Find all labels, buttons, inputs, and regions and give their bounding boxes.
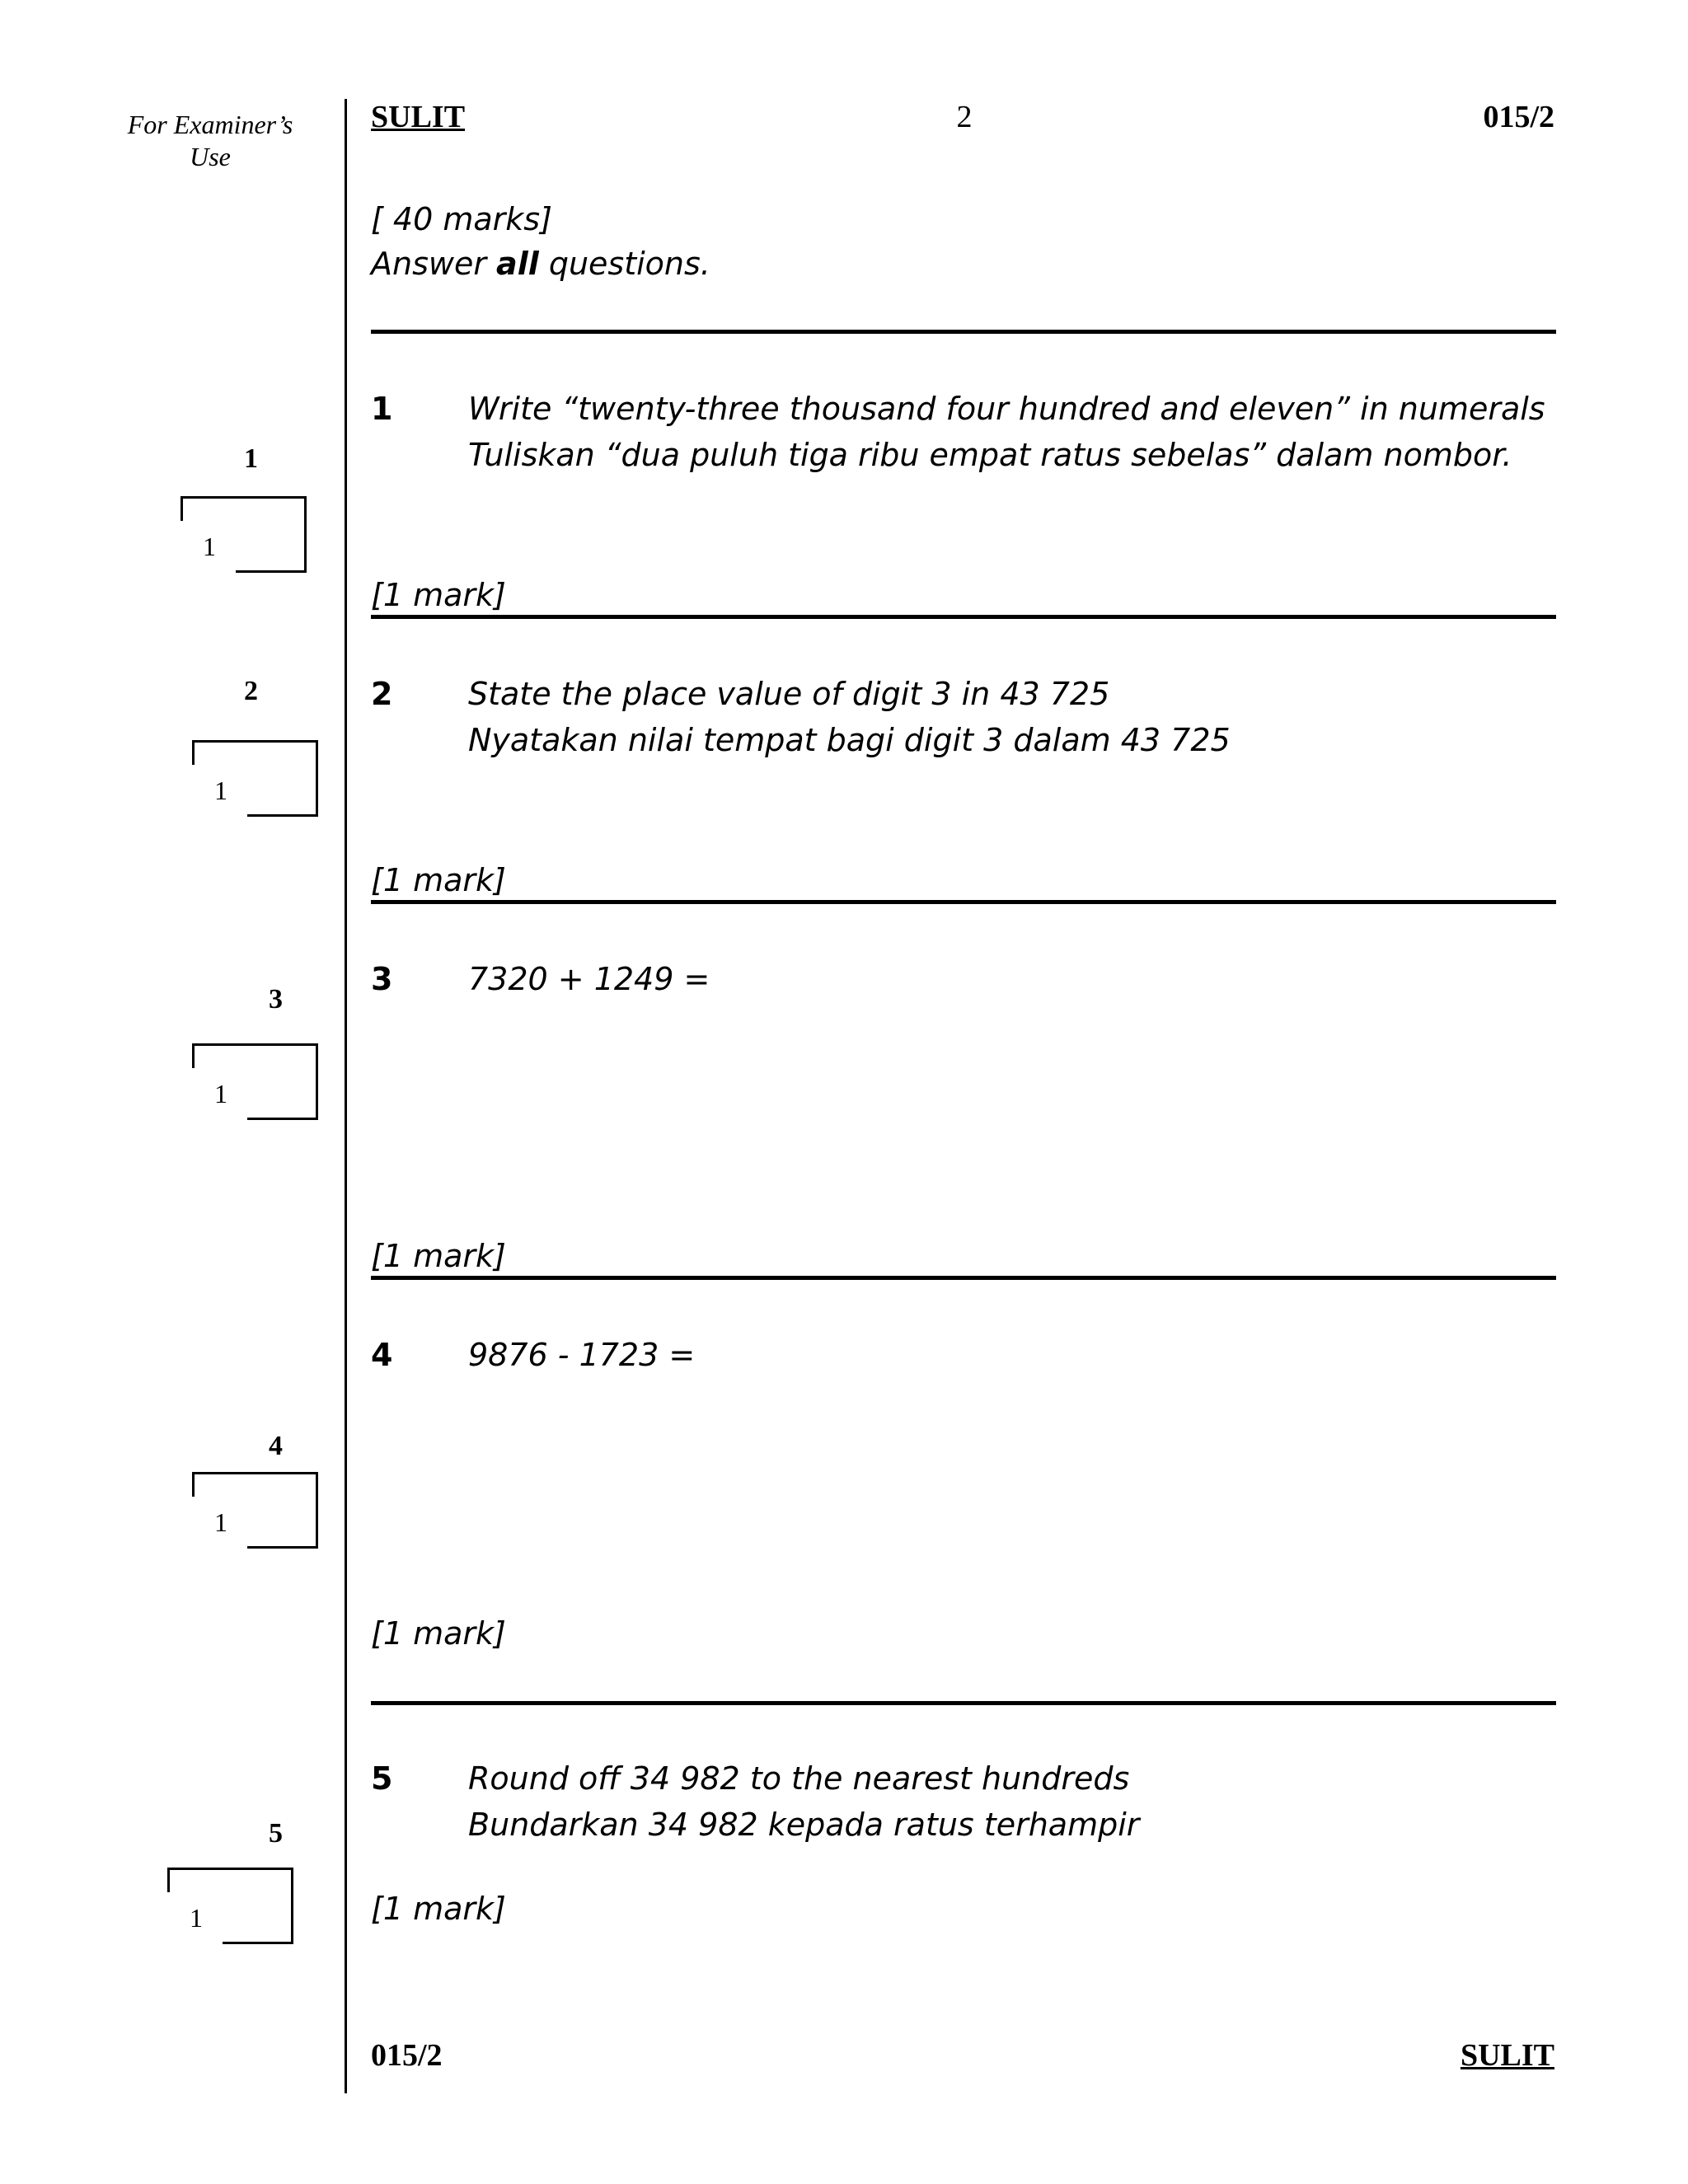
- examiner-q3-label: 3: [269, 984, 283, 1015]
- question-5-text-en: Round off 34 982 to the nearest hundreds: [468, 1760, 1130, 1797]
- question-2-mark: [1 mark]: [371, 862, 506, 898]
- examiner-q4-score-box: [195, 1472, 318, 1546]
- section-divider: [371, 330, 1556, 334]
- examiner-q1-max-mark: 1: [203, 532, 216, 561]
- question-1-divider: [371, 615, 1556, 619]
- question-2-divider: [371, 900, 1556, 904]
- page-number: 2: [956, 100, 973, 134]
- score-line: [223, 1942, 293, 1944]
- examiner-q5-score-box: [170, 1868, 293, 1942]
- question-1-mark: [1 mark]: [371, 577, 506, 613]
- examiner-q5-label: 5: [269, 1818, 283, 1849]
- header-sulit: SULIT: [371, 100, 466, 134]
- box-corner: [192, 1472, 195, 1497]
- question-1-text-en: Write “twenty-three thousand four hundred and eleven” in numerals: [468, 391, 1545, 427]
- total-marks: [ 40 marks]: [371, 201, 552, 237]
- question-3-divider: [371, 1276, 1556, 1280]
- instruction-prefix: Answer: [371, 246, 497, 282]
- score-line: [247, 1546, 318, 1549]
- box-corner: [167, 1868, 170, 1892]
- instruction-bold: all: [496, 246, 539, 282]
- box-corner: [192, 740, 195, 765]
- question-5-text-ms: Bundarkan 34 982 kepada ratus terhampir: [468, 1807, 1140, 1843]
- box-corner: [192, 1043, 195, 1068]
- question-4-mark: [1 mark]: [371, 1615, 506, 1652]
- examiner-q1-score-box: [183, 496, 307, 570]
- examiner-q4-max-mark: 1: [214, 1507, 227, 1537]
- footer-paper-code: 015/2: [371, 2038, 443, 2073]
- examiner-q2-max-mark: 1: [214, 776, 227, 805]
- score-line: [247, 814, 318, 817]
- question-2-text-ms: Nyatakan nilai tempat bagi digit 3 dalam 43 725: [468, 722, 1231, 758]
- question-5-mark: [1 mark]: [371, 1891, 506, 1927]
- question-5-number: 5: [371, 1760, 393, 1797]
- question-4-number: 4: [371, 1337, 393, 1373]
- examiner-use-label: For Examiner’s Use: [127, 110, 293, 171]
- question-2-number: 2: [371, 676, 393, 712]
- question-3-number: 3: [371, 961, 393, 997]
- question-1-number: 1: [371, 391, 393, 427]
- score-line: [236, 570, 307, 573]
- question-4-divider: [371, 1701, 1556, 1705]
- question-3-mark: [1 mark]: [371, 1238, 506, 1274]
- question-4-text: 9876 - 1723 =: [468, 1337, 696, 1373]
- examiner-q4-label: 4: [269, 1431, 283, 1461]
- footer-sulit: SULIT: [1460, 2038, 1554, 2073]
- examiner-q5-max-mark: 1: [190, 1903, 203, 1933]
- examiner-q3-max-mark: 1: [214, 1079, 227, 1108]
- instruction: [371, 246, 710, 282]
- examiner-q2-score-box: [195, 740, 318, 814]
- examiner-q3-score-box: [195, 1043, 318, 1118]
- margin-divider: [345, 99, 347, 2093]
- question-1-text-ms: Tuliskan “dua puluh tiga ribu empat ratus sebelas” dalam nombor.: [468, 437, 1512, 473]
- header-paper-code: 015/2: [1483, 100, 1554, 134]
- question-3-text: 7320 + 1249 =: [468, 961, 710, 997]
- examiner-q2-label: 2: [244, 676, 258, 706]
- examiner-q1-label: 1: [244, 443, 258, 474]
- box-corner: [181, 496, 183, 521]
- question-2-text-en: State the place value of digit 3 in 43 725: [468, 676, 1110, 712]
- instruction-suffix: questions.: [538, 246, 710, 282]
- score-line: [247, 1118, 318, 1120]
